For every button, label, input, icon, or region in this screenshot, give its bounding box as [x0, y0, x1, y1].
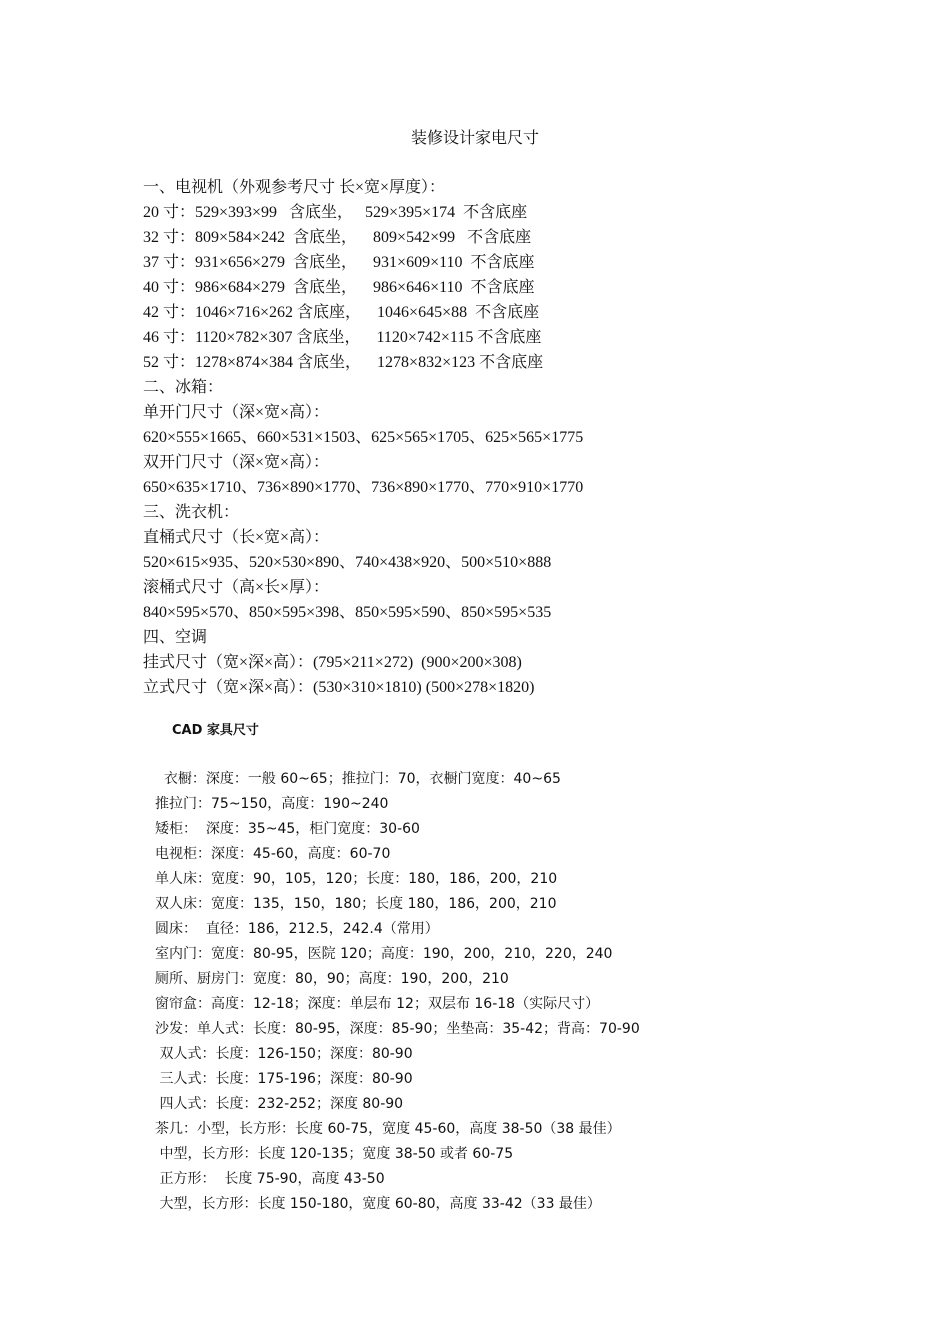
text-line: 推拉门：75~150，高度：190~240	[155, 796, 389, 812]
text-line: 840×595×570、850×595×398、850×595×590、850×595×535	[143, 604, 552, 621]
text-line: 滚桶式尺寸（高×长×厚）：	[143, 579, 330, 596]
text-line: 大型，长方形：长度 150-180，宽度 60-80，高度 33-42（33 最佳）	[155, 1196, 601, 1212]
text-line: 双人式：长度：126-150；深度：80-90	[155, 1046, 413, 1062]
text-line: 20 寸：529×393×99 含底坐， 529×395×174 不含底座	[143, 204, 528, 221]
text-line: 620×555×1665、660×531×1503、625×565×1705、625×565×1775	[143, 429, 584, 446]
text-line: 四、空调	[143, 629, 208, 646]
text-line: 圆床： 直径：186，212.5，242.4（常用）	[155, 921, 439, 937]
text-line: 沙发：单人式：长度：80-95，深度：85-90；坐垫高：35-42；背高：70-90	[155, 1021, 640, 1037]
text-line: 中型，长方形：长度 120-135；宽度 38-50 或者 60-75	[155, 1146, 514, 1162]
text-line: 三人式：长度：175-196；深度：80-90	[155, 1071, 413, 1087]
text-line: 室内门：宽度：80-95，医院 120；高度：190，200，210，220，240	[155, 946, 613, 962]
furniture-dimensions-section	[155, 767, 640, 1217]
appliance-dimensions-section	[143, 175, 583, 700]
text-line: 一、电视机（外观参考尺寸 长×宽×厚度）：	[143, 179, 446, 196]
text-line: 矮柜： 深度：35~45，柜门宽度：30-60	[155, 821, 420, 837]
text-line: 37 寸：931×656×279 含底坐， 931×609×110 不含底座	[143, 254, 535, 271]
text-line: 双人床：宽度：135，150，180；长度 180，186，200，210	[155, 896, 557, 912]
text-line: 650×635×1710、736×890×1770、736×890×1770、770×910×1770	[143, 479, 584, 496]
text-line: 四人式：长度：232-252；深度 80-90	[155, 1096, 404, 1112]
text-line: 茶几：小型，长方形：长度 60-75，宽度 45-60，高度 38-50（38 最佳）	[155, 1121, 621, 1137]
text-line: 46 寸：1120×782×307 含底坐， 1120×742×115 不含底座	[143, 329, 542, 346]
text-line: 三、洗衣机：	[143, 504, 240, 521]
text-line: 520×615×935、520×530×890、740×438×920、500×510×888	[143, 554, 552, 571]
text-line: 二、冰箱：	[143, 379, 224, 396]
cad-furniture-heading: CAD 家具尺寸	[172, 723, 259, 738]
text-line: 正方形： 长度 75-90，高度 43-50	[155, 1171, 385, 1187]
text-line: 双开门尺寸（深×宽×高）：	[143, 454, 330, 471]
text-line: 直桶式尺寸（长×宽×高）：	[143, 529, 330, 546]
text-line: 衣橱：深度：一般 60~65；推拉门：70，衣橱门宽度：40~65	[155, 771, 561, 787]
text-line: 挂式尺寸（宽×深×高）：(795×211×272) (900×200×308)	[143, 654, 522, 671]
text-line: 单开门尺寸（深×宽×高）：	[143, 404, 330, 421]
text-line: 窗帘盒：高度：12-18；深度：单层布 12；双层布 16-18（实际尺寸）	[155, 996, 600, 1012]
document-title: 装修设计家电尺寸	[410, 128, 539, 147]
text-line: 32 寸：809×584×242 含底坐， 809×542×99 不含底座	[143, 229, 532, 246]
text-line: 单人床：宽度：90，105，120；长度：180，186，200，210	[155, 871, 558, 887]
text-line: 电视柜：深度：45-60，高度：60-70	[155, 846, 391, 862]
text-line: 42 寸：1046×716×262 含底座， 1046×645×88 不含底座	[143, 304, 540, 321]
text-line: 立式尺寸（宽×深×高）：(530×310×1810) (500×278×1820)	[143, 679, 535, 696]
text-line: 厕所、厨房门：宽度：80，90；高度：190，200，210	[155, 971, 509, 987]
text-line: 40 寸：986×684×279 含底坐， 986×646×110 不含底座	[143, 279, 535, 296]
text-line: 52 寸：1278×874×384 含底坐， 1278×832×123 不含底座	[143, 354, 544, 371]
